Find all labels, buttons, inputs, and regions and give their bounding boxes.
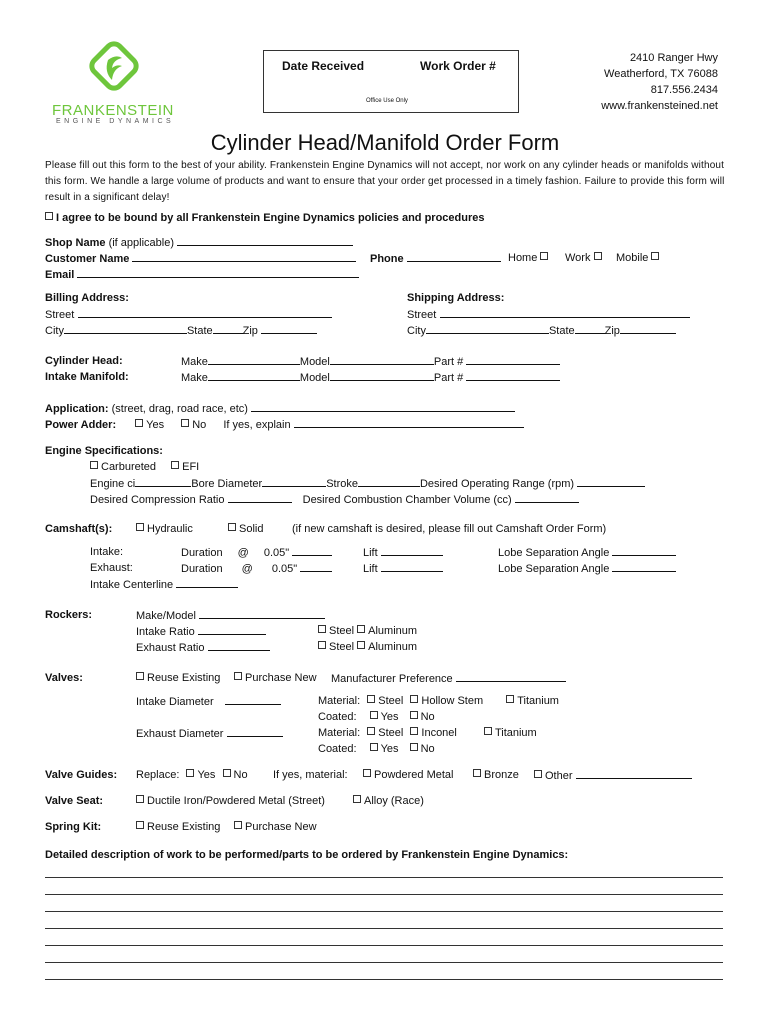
intake-manifold-label: Intake Manifold: <box>45 371 129 383</box>
solid-checkbox[interactable] <box>228 523 236 531</box>
address-phone: 817.556.2434 <box>650 84 718 96</box>
date-received-label: Date Received <box>282 59 365 73</box>
exhaust-ratio-input[interactable] <box>208 641 270 651</box>
exhaust-ratio-material <box>318 641 417 653</box>
if-applicable-label: (if applicable) <box>108 237 174 249</box>
work-order-label: Work Order # <box>420 59 496 73</box>
no-label: No <box>192 419 207 431</box>
cam-note: (if new camshaft is desired, please fill out Camshaft Order Form) <box>292 523 607 535</box>
valve-seat-label: Valve Seat: <box>45 795 104 807</box>
shipping-state-label: State <box>548 325 575 337</box>
titanium-checkbox[interactable] <box>484 727 492 735</box>
hydraulic-label: Hydraulic <box>147 523 193 535</box>
efi-label: EFI <box>182 461 200 473</box>
lift-point-label: 0.05" <box>263 547 290 559</box>
powdered-metal-option[interactable] <box>363 769 454 781</box>
material-label: Material: <box>318 695 361 707</box>
powdered-metal-checkbox[interactable] <box>363 769 371 777</box>
rocker-make-row <box>136 609 325 622</box>
engine-dims-row <box>90 477 645 490</box>
detail-line-5[interactable] <box>45 945 723 946</box>
customer-name-label: Customer Name <box>45 253 130 265</box>
rockers-label: Rockers: <box>45 609 93 621</box>
inconel-checkbox[interactable] <box>410 727 418 735</box>
coated-label: Coated: <box>318 711 357 723</box>
part-label: Part # <box>433 356 464 368</box>
rocker-make-input[interactable] <box>199 609 325 619</box>
yes-label: Yes <box>380 711 399 723</box>
aluminum-checkbox[interactable] <box>357 625 365 633</box>
aluminum-label: Aluminum <box>368 625 418 637</box>
phone-type-work[interactable] <box>565 252 605 264</box>
application-label: Application: <box>45 403 109 415</box>
if-yes-material-label: If yes, material: <box>273 769 348 781</box>
valve-guides-text: Valve Guides <box>45 769 114 781</box>
exhaust-ratio-label: Exhaust Ratio <box>136 642 205 654</box>
home-checkbox[interactable] <box>540 252 548 260</box>
intake-diameter-input[interactable] <box>225 695 281 705</box>
intake-coated-row <box>318 711 435 723</box>
shipping-state-input[interactable] <box>575 324 605 334</box>
titanium-checkbox[interactable] <box>506 695 514 703</box>
spring-purchase-checkbox[interactable] <box>234 821 242 829</box>
power-adder-no-checkbox[interactable] <box>181 419 189 427</box>
application-row <box>45 402 515 415</box>
billing-street-row <box>45 308 332 321</box>
exhaust-label: Exhaust: <box>90 562 133 574</box>
compression-label: Desired Compression Ratio <box>90 494 225 506</box>
billing-state-input[interactable] <box>213 324 243 334</box>
manifold-make-input[interactable] <box>208 371 300 381</box>
mobile-checkbox[interactable] <box>651 252 659 260</box>
model-label: Model <box>299 356 330 368</box>
reuse-existing-label: Reuse Existing <box>147 821 221 833</box>
spring-purchase-option[interactable] <box>234 821 317 833</box>
head-part-input[interactable] <box>466 355 560 365</box>
billing-state-label: State <box>186 325 213 337</box>
bronze-checkbox[interactable] <box>473 769 481 777</box>
steel-checkbox[interactable] <box>367 727 375 735</box>
shipping-city-row <box>407 324 676 337</box>
application-input[interactable] <box>251 402 515 412</box>
email-label: Email <box>45 269 75 281</box>
phone-input[interactable] <box>407 252 501 262</box>
shipping-street-input[interactable] <box>440 308 690 318</box>
titanium-label: Titanium <box>517 695 559 707</box>
phone-type-mobile[interactable] <box>616 252 662 264</box>
cylinder-head-label: Cylinder Head: <box>45 355 123 367</box>
purchase-new-checkbox[interactable] <box>234 672 242 680</box>
solid-label: Solid <box>239 523 264 535</box>
coated-no-checkbox[interactable] <box>410 711 418 719</box>
intake-centerline-input[interactable] <box>176 578 238 588</box>
exhaust-coated-row <box>318 743 435 755</box>
ductile-label: Ductile Iron/Powdered Metal (Street) <box>147 795 325 807</box>
exhaust-duration-input[interactable] <box>300 562 332 572</box>
hollow-stem-checkbox[interactable] <box>410 695 418 703</box>
compression-row <box>90 493 579 506</box>
mobile-label: Mobile <box>616 252 649 264</box>
intake-diameter-row <box>136 695 281 708</box>
material-label: Material: <box>318 727 361 739</box>
intake-lift-input[interactable] <box>381 546 443 556</box>
power-adder-row <box>45 418 524 431</box>
steel-label: Steel <box>378 727 404 739</box>
purchase-new-label: Purchase New <box>245 672 317 684</box>
exhaust-lift-input[interactable] <box>381 562 443 572</box>
intake-manifold-fields <box>181 371 560 384</box>
stroke-label: Stroke <box>326 478 358 490</box>
head-model-input[interactable] <box>330 355 434 365</box>
engine-specs-heading: Engine Specifications: <box>45 445 163 457</box>
make-label: Make <box>181 372 208 384</box>
address-city: Weatherford, TX 76088 <box>604 68 718 80</box>
shipping-zip-input[interactable] <box>620 324 676 334</box>
address-street: 2410 Ranger Hwy <box>629 52 718 64</box>
shipping-heading: Shipping Address: <box>407 292 505 304</box>
no-label: No <box>420 711 435 723</box>
engine-ci-label: Engine ci <box>90 478 136 490</box>
address-web: www.frankensteined.net <box>601 100 718 112</box>
form-title: Cylinder Head/Manifold Order Form <box>210 130 560 155</box>
if-yes-explain-label: If yes, explain <box>223 419 291 431</box>
customer-name-input[interactable] <box>132 252 356 262</box>
spring-reuse-checkbox[interactable] <box>136 821 144 829</box>
office-use-label: Office Use Only <box>366 98 408 104</box>
no-label: No <box>420 743 435 755</box>
replace-label: Replace: <box>136 769 180 781</box>
at-label: @ <box>237 547 249 559</box>
billing-street-label: Street <box>45 309 75 321</box>
shipping-street-row <box>407 308 690 321</box>
valves-label: Valves: <box>45 672 83 684</box>
mfr-pref-input[interactable] <box>456 672 566 682</box>
coated-label: Coated: <box>318 743 357 755</box>
coated-yes-checkbox[interactable] <box>370 743 378 751</box>
fuel-type-row <box>90 461 199 473</box>
billing-street-input[interactable] <box>78 308 332 318</box>
other-option <box>534 769 692 782</box>
intake-lobe-row <box>498 546 676 559</box>
hydraulic-option[interactable] <box>136 523 193 535</box>
detail-line-4[interactable] <box>45 928 723 929</box>
hollow-stem-label: Hollow Stem <box>421 695 484 707</box>
logo-name: FRANKENSTEIN <box>52 102 174 119</box>
mfr-pref-label: Manufacturer Preference <box>331 673 453 685</box>
intake-duration-input[interactable] <box>292 546 332 556</box>
exhaust-lobe-row <box>498 562 676 575</box>
lift-label: Lift <box>363 547 378 559</box>
lift-label: Lift <box>363 563 378 575</box>
valve-guides-label: Valve Guides: <box>45 769 118 781</box>
application-hint: (street, drag, road race, etc) <box>111 403 248 415</box>
inconel-label: Inconel <box>421 727 457 739</box>
compression-input[interactable] <box>228 493 292 503</box>
coated-yes-checkbox[interactable] <box>370 711 378 719</box>
bronze-label: Bronze <box>484 769 519 781</box>
intake-material-row <box>318 695 559 707</box>
shop-name-input[interactable] <box>177 236 353 246</box>
detail-line-2[interactable] <box>45 894 723 895</box>
manifold-part-input[interactable] <box>466 371 560 381</box>
exhaust-material-row <box>318 727 537 739</box>
make-label: Make <box>181 356 208 368</box>
replace-no-checkbox[interactable] <box>223 769 231 777</box>
valves-reuse-option[interactable] <box>136 672 220 684</box>
alloy-label: Alloy (Race) <box>364 795 424 807</box>
duration-label: Duration <box>181 563 223 575</box>
cylinder-head-text: Cylinder Head <box>45 355 119 367</box>
exhaust-lobe-input[interactable] <box>612 562 676 572</box>
steel-checkbox[interactable] <box>318 625 326 633</box>
part-label: Part # <box>433 372 464 384</box>
customer-name-row <box>45 252 356 265</box>
aluminum-label: Aluminum <box>368 641 418 653</box>
work-label: Work <box>565 252 591 264</box>
other-checkbox[interactable] <box>534 770 542 778</box>
rpm-label: Desired Operating Range (rpm) <box>419 478 575 490</box>
phone-label: Phone <box>370 253 404 265</box>
exhaust-diameter-input[interactable] <box>227 727 283 737</box>
coated-no-checkbox[interactable] <box>410 743 418 751</box>
billing-zip-input[interactable] <box>261 324 317 334</box>
purchase-new-label: Purchase New <box>245 821 317 833</box>
billing-city-label: City <box>45 325 64 337</box>
detail-line-1[interactable] <box>45 877 723 878</box>
reuse-existing-checkbox[interactable] <box>136 672 144 680</box>
phone-type-home[interactable] <box>508 252 551 264</box>
shipping-city-label: City <box>407 325 426 337</box>
valve-guides-replace-row <box>136 769 248 781</box>
make-model-label: Make/Model <box>136 610 196 622</box>
lift-point-label: 0.05" <box>271 563 298 575</box>
agree-row[interactable] <box>45 212 485 224</box>
billing-zip-label: Zip <box>242 325 258 337</box>
bronze-option[interactable] <box>473 769 519 781</box>
agree-checkbox[interactable] <box>45 212 53 220</box>
form-intro: Please fill out this form to the best of your ability. Frankenstein Engine Dynamics will not accept, nor work on any cylinder heads or manifolds without this form. We handle a large volume of products and want to ensure that your order get processed in a timely fashion. Failure to provide this form will result in a significant delay! <box>45 160 725 203</box>
email-row <box>45 268 359 281</box>
spring-reuse-option[interactable] <box>136 821 220 833</box>
exhaust-ratio-row <box>136 641 270 654</box>
billing-city-input[interactable] <box>64 324 187 334</box>
valves-purchase-option[interactable] <box>234 672 317 684</box>
billing-city-row <box>45 324 317 337</box>
engine-ci-input[interactable] <box>135 477 191 487</box>
lobe-sep-label: Lobe Separation Angle <box>498 547 610 559</box>
yes-label: Yes <box>146 419 165 431</box>
intake-lift-row <box>363 546 443 559</box>
at-label: @ <box>241 563 253 575</box>
hydraulic-checkbox[interactable] <box>136 523 144 531</box>
intake-duration-row <box>181 546 332 559</box>
exhaust-diameter-label: Exhaust Diameter <box>136 728 224 740</box>
steel-checkbox[interactable] <box>367 695 375 703</box>
power-adder-label: Power Adder: <box>45 419 117 431</box>
spring-kit-label: Spring Kit: <box>45 821 102 833</box>
powdered-metal-label: Powdered Metal <box>374 769 454 781</box>
intake-diameter-label: Intake Diameter <box>136 696 214 708</box>
ductile-checkbox[interactable] <box>136 795 144 803</box>
head-make-input[interactable] <box>208 355 300 365</box>
shipping-zip-label: Zip <box>604 325 620 337</box>
manifold-model-input[interactable] <box>330 371 434 381</box>
billing-heading: Billing Address: <box>45 292 129 304</box>
detail-line-7[interactable] <box>45 979 723 980</box>
office-use-box <box>263 50 519 113</box>
combustion-input[interactable] <box>515 493 579 503</box>
stroke-input[interactable] <box>358 477 420 487</box>
solid-option[interactable] <box>228 523 263 535</box>
duration-label: Duration <box>181 547 223 559</box>
alloy-checkbox[interactable] <box>353 795 361 803</box>
alloy-option[interactable] <box>353 795 424 807</box>
steel-label: Steel <box>329 641 355 653</box>
shipping-street-label: Street <box>407 309 437 321</box>
camshafts-label: Camshaft(s): <box>45 523 113 535</box>
detail-line-3[interactable] <box>45 911 723 912</box>
email-input[interactable] <box>77 268 359 278</box>
yes-label: Yes <box>380 743 399 755</box>
combustion-label: Desired Combustion Chamber Volume (cc) <box>302 494 512 506</box>
model-label: Model <box>299 372 330 384</box>
titanium-label: Titanium <box>494 727 537 739</box>
carbureted-label: Carbureted <box>101 461 157 473</box>
no-label: No <box>233 769 248 781</box>
phone-row <box>370 252 501 265</box>
intake-ratio-label: Intake Ratio <box>136 626 195 638</box>
efi-checkbox[interactable] <box>171 461 179 469</box>
exhaust-diameter-row <box>136 727 283 740</box>
ductile-option[interactable] <box>136 795 325 807</box>
intake-ratio-input[interactable] <box>198 625 266 635</box>
detail-line-6[interactable] <box>45 962 723 963</box>
reuse-existing-label: Reuse Existing <box>147 672 221 684</box>
intake-ratio-row <box>136 625 266 638</box>
carbureted-checkbox[interactable] <box>90 461 98 469</box>
work-checkbox[interactable] <box>594 252 602 260</box>
rpm-input[interactable] <box>577 477 645 487</box>
mfr-pref-row <box>331 672 566 685</box>
cylinder-head-fields <box>181 355 560 368</box>
intake-centerline-row <box>90 578 238 591</box>
exhaust-lift-row <box>363 562 443 575</box>
power-adder-explain-input[interactable] <box>294 418 524 428</box>
other-input[interactable] <box>576 769 692 779</box>
intake-lobe-input[interactable] <box>612 546 676 556</box>
company-address <box>601 50 718 114</box>
intake-centerline-label: Intake Centerline <box>90 579 174 591</box>
intake-ratio-material <box>318 625 417 637</box>
shop-name-row <box>45 236 353 249</box>
power-adder-yes-checkbox[interactable] <box>135 419 143 427</box>
yes-label: Yes <box>197 769 216 781</box>
steel-label: Steel <box>378 695 404 707</box>
detail-heading: Detailed description of work to be performed/parts to be ordered by Frankenstein Engine Dynamics: <box>45 849 569 861</box>
aluminum-checkbox[interactable] <box>357 641 365 649</box>
exhaust-duration-row <box>181 562 332 575</box>
bore-input[interactable] <box>262 477 326 487</box>
home-label: Home <box>508 252 538 264</box>
company-logo <box>48 38 180 128</box>
logo-tagline: ENGINE DYNAMICS <box>56 118 175 125</box>
steel-label: Steel <box>329 625 355 637</box>
shop-name-label: Shop Name <box>45 237 106 249</box>
agree-label: I agree to be bound by all Frankenstein Engine Dynamics policies and procedures <box>56 212 485 224</box>
intake-label: Intake: <box>90 546 124 558</box>
steel-checkbox[interactable] <box>318 641 326 649</box>
lobe-sep-label: Lobe Separation Angle <box>498 563 610 575</box>
replace-yes-checkbox[interactable] <box>186 769 194 777</box>
shipping-city-input[interactable] <box>426 324 549 334</box>
bore-label: Bore Diameter <box>191 478 263 490</box>
other-label: Other <box>545 770 573 782</box>
